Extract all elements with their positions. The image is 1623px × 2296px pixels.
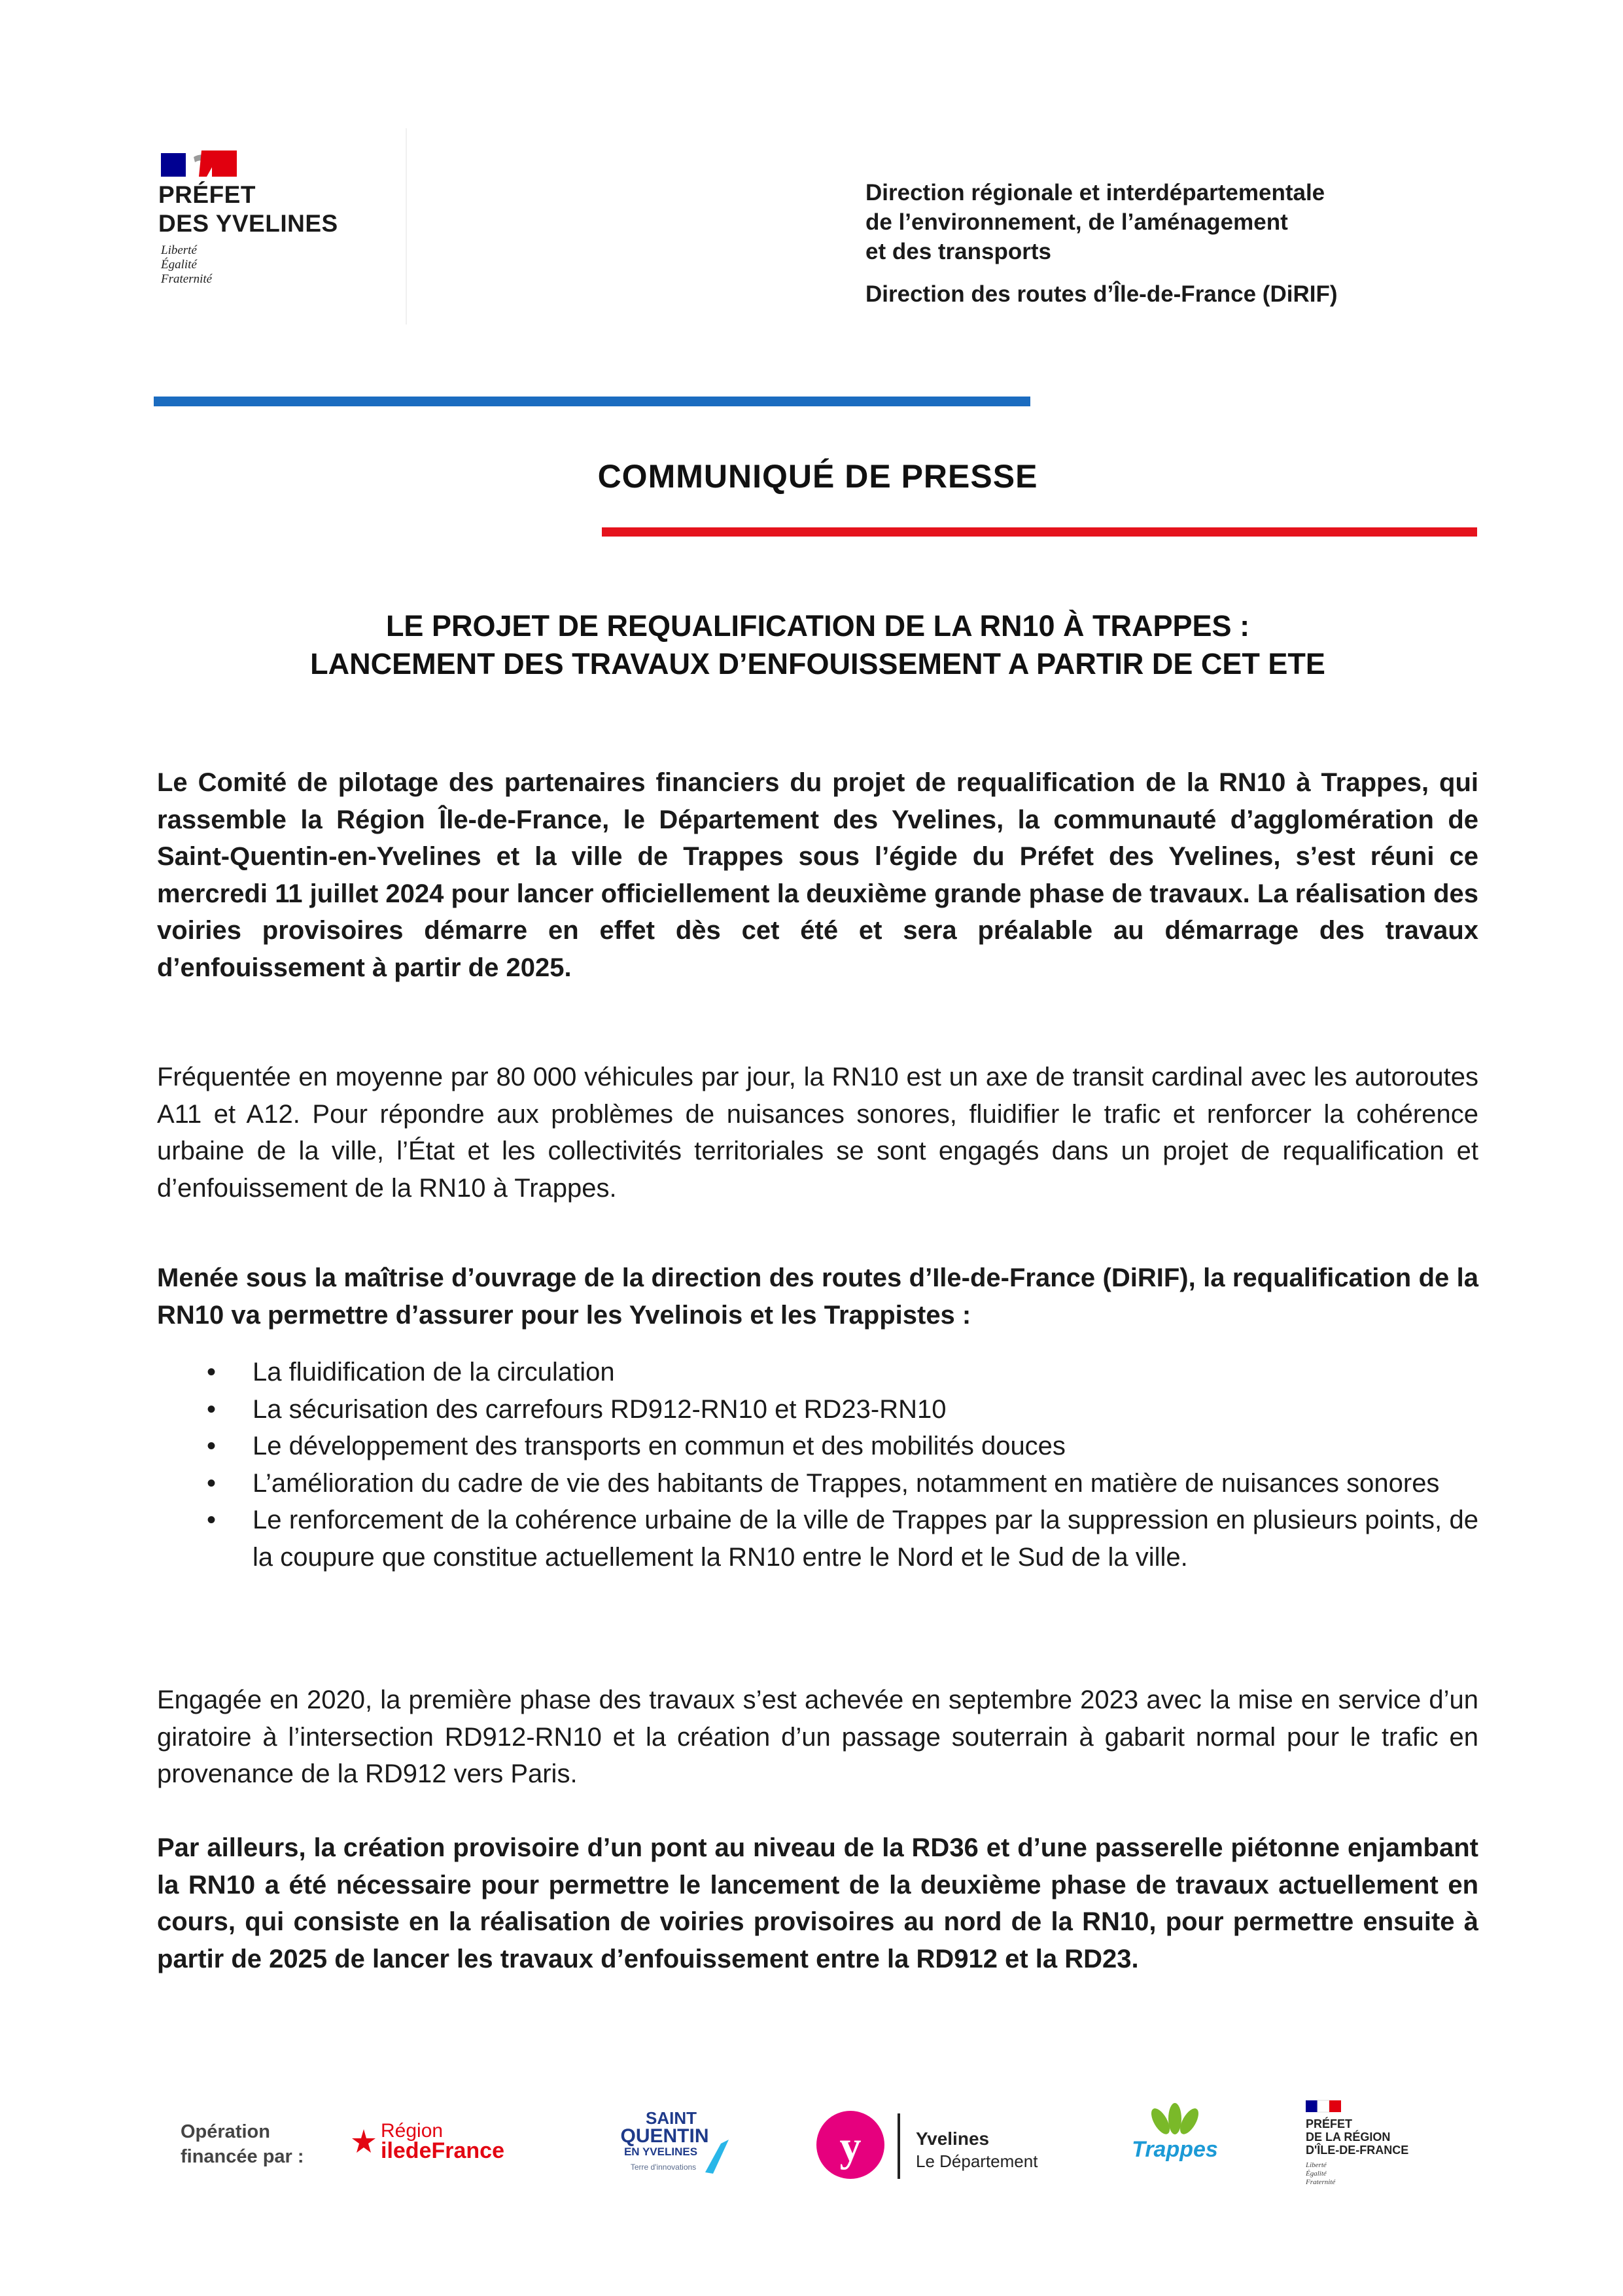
prefet-region-motto2: Égalité [1306, 2170, 1327, 2178]
region-line2: iledeFrance [381, 2138, 504, 2163]
republic-motto [161, 243, 212, 287]
issuing-direction [865, 178, 1520, 309]
phase1-paragraph: Engagée en 2020, la première phase des travaux s’est achevée en septembre 2023 avec la mise en service d’un giratoire à l’intersection RD912-RN10 et la création d’un passage souterrain à gabarit normal pour le trafic en provenance de la RD912 vers Paris. [157, 1686, 1478, 1788]
prefet-logo [131, 128, 407, 325]
objectives-intro: Menée sous la maîtrise d’ouvrage de la direction des routes d’Ile-de-France (DiRIF), la requalification de la RN10 va permettre d’assurer pour les Yvelinois et les Trappistes : [157, 1263, 1478, 1330]
objectives-list [157, 1354, 1478, 1576]
sqy-line3: EN YVELINES [623, 2146, 698, 2158]
motto-egalite: Égalité [161, 258, 197, 272]
prefet-region-logo [1306, 2099, 1456, 2197]
list-item: • La fluidification de la circulation [157, 1354, 1478, 1391]
motto-fraternite: Fraternité [161, 272, 213, 286]
prefet-line1: PRÉFET [158, 181, 256, 208]
motto-liberte: Liberté [161, 243, 197, 257]
prefet-name [158, 181, 338, 238]
phase2-paragraph: Par ailleurs, la création provisoire d’un pont au niveau de la RD36 et d’une passerelle piétonne enjambant la RN10 a été nécessaire pour permettre le lancement de la deuxième phase de travaux actuellement en cours, qui consiste en la réalisation de voiries provisoires au nord de la RN10, pour permettre ensuite à partir de 2025 de lancer les travaux d’enfouissement entre la RD912 et la RD23. [157, 1833, 1478, 1973]
sqy-logo [608, 2107, 739, 2179]
sqy-line2: QUENTIN [620, 2125, 709, 2147]
communique-title: COMMUNIQUÉ DE PRESSE [597, 458, 1038, 495]
prefet-region-motto1: Liberté [1306, 2161, 1327, 2169]
context-paragraph: Fréquentée en moyenne par 80 000 véhicules par jour, la RN10 est un axe de transit cardinal avec les autoroutes A11 et A12. Pour répondre aux problèmes de nuisances sonores, fluidifier le trafic et renforcer la cohérence urbaine de la ville, l’État et les collectivités territoriales se sont engagés dans un projet de requalification et d’enfouissement de la RN10 à Trappes. [157, 1063, 1478, 1203]
yvelines-line2: Le Département [916, 2151, 1038, 2171]
sqy-line1: SAINT [646, 2108, 697, 2128]
prefet-region-line2: DE LA RÉGION [1306, 2130, 1391, 2144]
direction-line2: de l’environnement, de l’aménagement [865, 209, 1288, 235]
title-line1: LE PROJET DE REQUALIFICATION DE LA RN10 À TRAPPES : [385, 609, 1250, 643]
marianne-flag-icon [161, 150, 237, 177]
direction-line3: et des transports [865, 239, 1051, 264]
svg-text:y: y [839, 2123, 862, 2170]
financed-line2: financée par : [181, 2146, 304, 2167]
sqy-tagline: Terre d'innovations [630, 2163, 697, 2172]
financed-by-label [181, 2119, 304, 2169]
financed-line1: Opération [181, 2121, 270, 2142]
red-divider [602, 527, 1477, 537]
region-idf-logo [351, 2115, 521, 2167]
trappes-label: Trappes [1132, 2137, 1218, 2162]
list-item: • La sécurisation des carrefours RD912-RN10 et RD23-RN10 [157, 1391, 1478, 1428]
prefet-region-motto3: Fraternité [1306, 2178, 1336, 2186]
yvelines-logo [811, 2103, 1047, 2188]
region-line1: Région [381, 2120, 444, 2142]
direction-line1: Direction régionale et interdépartementale [865, 180, 1325, 205]
intro-paragraph: Le Comité de pilotage des partenaires financiers du projet de requalification de la RN10 à Trappes, qui rassemble la Région Île-de-France, le Département des Yvelines, la communauté d’agglomération de Saint-Quentin-en-Yvelines et la ville de Trappes sous l’égide du Préfet des Yvelines, s’est réuni ce mercredi 11 juillet 2024 pour lancer officiellement la deuxième grande phase de travaux. La réalisation des voiries provisoires démarre en effet dès cet été et sera préalable au démarrage des travaux d’enfouissement à partir de 2025. [157, 768, 1478, 982]
list-item: • Le renforcement de la cohérence urbaine de la ville de Trappes par la suppression en plusieurs points, de la coupure que constitue actuellement la RN10 entre le Nord et le Sud de la ville. [157, 1502, 1478, 1576]
prefet-line2: DES YVELINES [158, 210, 338, 237]
blue-divider [154, 397, 1030, 406]
title-line2: LANCEMENT DES TRAVAUX D’ENFOUISSEMENT A PARTIR DE CET ETE [310, 647, 1325, 680]
prefet-region-line1: PRÉFET [1306, 2117, 1353, 2130]
trappes-logo [1123, 2103, 1227, 2175]
region-star-icon [351, 2115, 521, 2167]
trappes-leaves-icon [1147, 2103, 1202, 2137]
list-item: • L’amélioration du cadre de vie des habitants de Trappes, notamment en matière de nuisances sonores [157, 1465, 1478, 1502]
marianne-small-icon [1306, 2100, 1341, 2112]
press-release-title [154, 607, 1482, 683]
list-item: • Le développement des transports en commun et des mobilités douces [157, 1428, 1478, 1465]
yvelines-line1: Yvelines [916, 2128, 990, 2149]
prefet-region-line3: D'ÎLE-DE-FRANCE [1306, 2144, 1409, 2157]
dirif-label: Direction des routes d’Île-de-France (DiRIF) [865, 281, 1338, 307]
